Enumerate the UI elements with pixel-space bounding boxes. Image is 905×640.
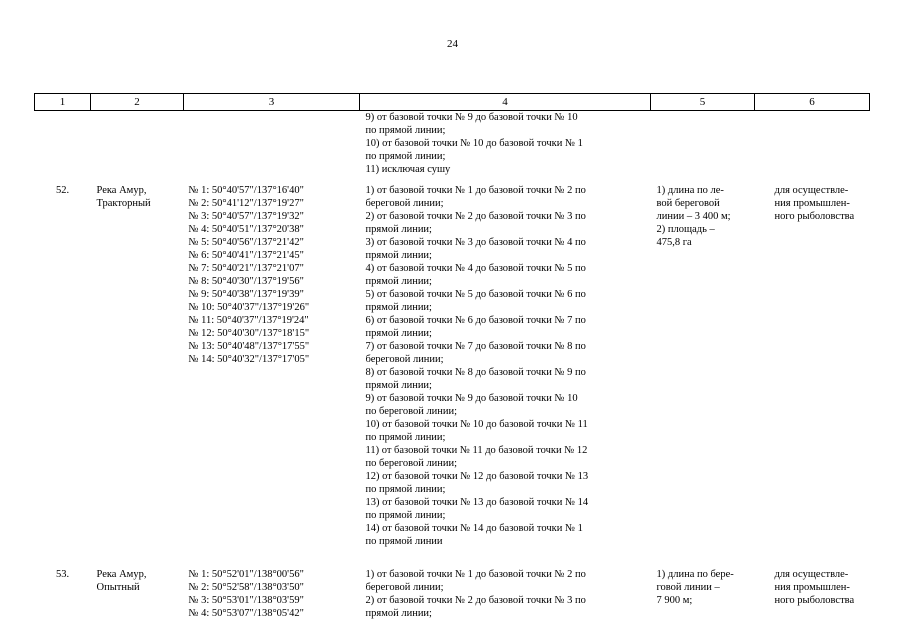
text-line: 3) от базовой точки № 3 до базовой точки № 4 по	[365, 237, 586, 248]
text-line: № 5: 50°40'56"/137°21'42"	[188, 237, 304, 248]
text-line: линии – 3 400 м;	[656, 211, 731, 222]
text-line: 4) от базовой точки № 4 до базовой точки № 5 по	[365, 263, 586, 274]
base-points	[184, 176, 360, 560]
text-line: 2) площадь –	[656, 224, 715, 235]
characteristics-cell	[651, 176, 755, 560]
text-line: № 1: 50°52'01"/138°00'56"	[188, 569, 304, 580]
text-line: № 9: 50°40'38"/137°19'39"	[188, 289, 304, 300]
text-line: № 4: 50°53'07"/138°05'42"	[188, 608, 304, 619]
text-line: береговой линии;	[365, 198, 444, 209]
text-line: по береговой линии;	[365, 406, 458, 417]
text-line: прямой линии;	[365, 608, 432, 619]
characteristics-cell	[651, 560, 755, 620]
text-line: 1) от базовой точки № 1 до базовой точки № 2 по	[365, 569, 586, 580]
text-line: прямой линии;	[365, 276, 432, 287]
page-number: 24	[447, 38, 458, 50]
header-cell-5: 5	[651, 94, 755, 111]
text-line: 9) от базовой точки № 9 до базовой точки № 10	[365, 112, 578, 123]
text-line: 10) от базовой точки № 10 до базовой точки № 11	[365, 419, 588, 430]
text-line: 13) от базовой точки № 13 до базовой точки № 14	[365, 497, 589, 508]
text-line: 1) от базовой точки № 1 до базовой точки № 2 по	[365, 185, 586, 196]
text-line: 7) от базовой точки № 7 до базовой точки № 8 по	[365, 341, 586, 352]
header-row	[35, 94, 870, 111]
text-line: Тракторный	[96, 198, 151, 209]
text-line: № 2: 50°41'12"/137°19'27"	[188, 198, 304, 209]
text-line: для осуществле-	[774, 185, 849, 196]
text-line: 1) длина по ле-	[656, 185, 724, 196]
text-line: № 7: 50°40'21"/137°21'07"	[188, 263, 304, 274]
header-cell-1: 1	[35, 94, 91, 111]
text-line: по прямой линии;	[365, 125, 446, 136]
text-line: № 2: 50°52'58"/138°03'50"	[188, 582, 304, 593]
site-name	[91, 560, 184, 620]
base-points	[184, 560, 360, 620]
text-line: ного рыболовства	[774, 595, 855, 606]
text-line: по прямой линии;	[365, 510, 446, 521]
site-number: 53.	[55, 569, 70, 580]
text-line: 8) от базовой точки № 8 до базовой точки № 9 по	[365, 367, 586, 378]
table-row	[35, 560, 870, 620]
text-line: 5) от базовой точки № 5 до базовой точки № 6 по	[365, 289, 586, 300]
header-cell-6: 6	[755, 94, 870, 111]
text-line: 2) от базовой точки № 2 до базовой точки № 3 по	[365, 595, 586, 606]
text-line: № 6: 50°40'41"/137°21'45"	[188, 250, 304, 261]
text-line: № 8: 50°40'30"/137°19'56"	[188, 276, 304, 287]
text-line: 7 900 м;	[656, 595, 693, 606]
text-line: 14) от базовой точки № 14 до базовой точки № 1	[365, 523, 583, 534]
site-name	[91, 176, 184, 560]
text-line: № 4: 50°40'51"/137°20'38"	[188, 224, 304, 235]
text-line: Опытный	[96, 582, 140, 593]
text-line: № 1: 50°40'57"/137°16'40"	[188, 185, 304, 196]
site-number: 52.	[55, 185, 70, 196]
text-line: по береговой линии;	[365, 458, 458, 469]
text-line: № 3: 50°53'01"/138°03'59"	[188, 595, 304, 606]
boundaries-cell	[360, 111, 651, 177]
text-line: № 10: 50°40'37"/137°19'26"	[188, 302, 310, 313]
header-cell-2: 2	[91, 94, 184, 111]
text-line: № 11: 50°40'37"/137°19'24"	[188, 315, 309, 326]
text-line: береговой линии;	[365, 582, 444, 593]
text-line: прямой линии;	[365, 302, 432, 313]
text-line: ния промышлен-	[774, 582, 850, 593]
text-line: по прямой линии	[365, 536, 443, 547]
text-line: береговой линии;	[365, 354, 444, 365]
text-line: 475,8 га	[656, 237, 692, 248]
text-line: прямой линии;	[365, 224, 432, 235]
purpose-cell	[755, 560, 870, 620]
text-line: Река Амур,	[96, 185, 147, 196]
text-line: 10) от базовой точки № 10 до базовой точки № 1	[365, 138, 583, 149]
header-cell-4: 4	[360, 94, 651, 111]
text-line: прямой линии;	[365, 328, 432, 339]
text-line: № 13: 50°40'48"/137°17'55"	[188, 341, 310, 352]
text-line: 12) от базовой точки № 12 до базовой точки № 13	[365, 471, 589, 482]
text-line: по прямой линии;	[365, 432, 446, 443]
text-line: говой линии –	[656, 582, 720, 593]
continuation-row	[35, 111, 870, 177]
text-line: прямой линии;	[365, 380, 432, 391]
text-line: прямой линии;	[365, 250, 432, 261]
header-cell-3: 3	[184, 94, 360, 111]
text-line: 2) от базовой точки № 2 до базовой точки № 3 по	[365, 211, 586, 222]
boundaries-cell	[360, 176, 651, 560]
text-line: ния промышлен-	[774, 198, 850, 209]
purpose-cell	[755, 176, 870, 560]
table-row	[35, 176, 870, 560]
text-line: № 14: 50°40'32"/137°17'05"	[188, 354, 310, 365]
text-line: для осуществле-	[774, 569, 849, 580]
text-line: 11) от базовой точки № 11 до базовой точки № 12	[365, 445, 588, 456]
text-line: Река Амур,	[96, 569, 147, 580]
text-line: по прямой линии;	[365, 484, 446, 495]
fishing-sites-table	[34, 93, 870, 620]
text-line: 1) длина по бере-	[656, 569, 734, 580]
text-line: 6) от базовой точки № 6 до базовой точки № 7 по	[365, 315, 586, 326]
text-line: № 12: 50°40'30"/137°18'15"	[188, 328, 310, 339]
text-line: 11) исключая сушу	[365, 164, 451, 175]
text-line: по прямой линии;	[365, 151, 446, 162]
text-line: вой береговой	[656, 198, 720, 209]
text-line: № 3: 50°40'57"/137°19'32"	[188, 211, 304, 222]
text-line: ного рыболовства	[774, 211, 855, 222]
boundaries-cell	[360, 560, 651, 620]
text-line: 9) от базовой точки № 9 до базовой точки № 10	[365, 393, 578, 404]
